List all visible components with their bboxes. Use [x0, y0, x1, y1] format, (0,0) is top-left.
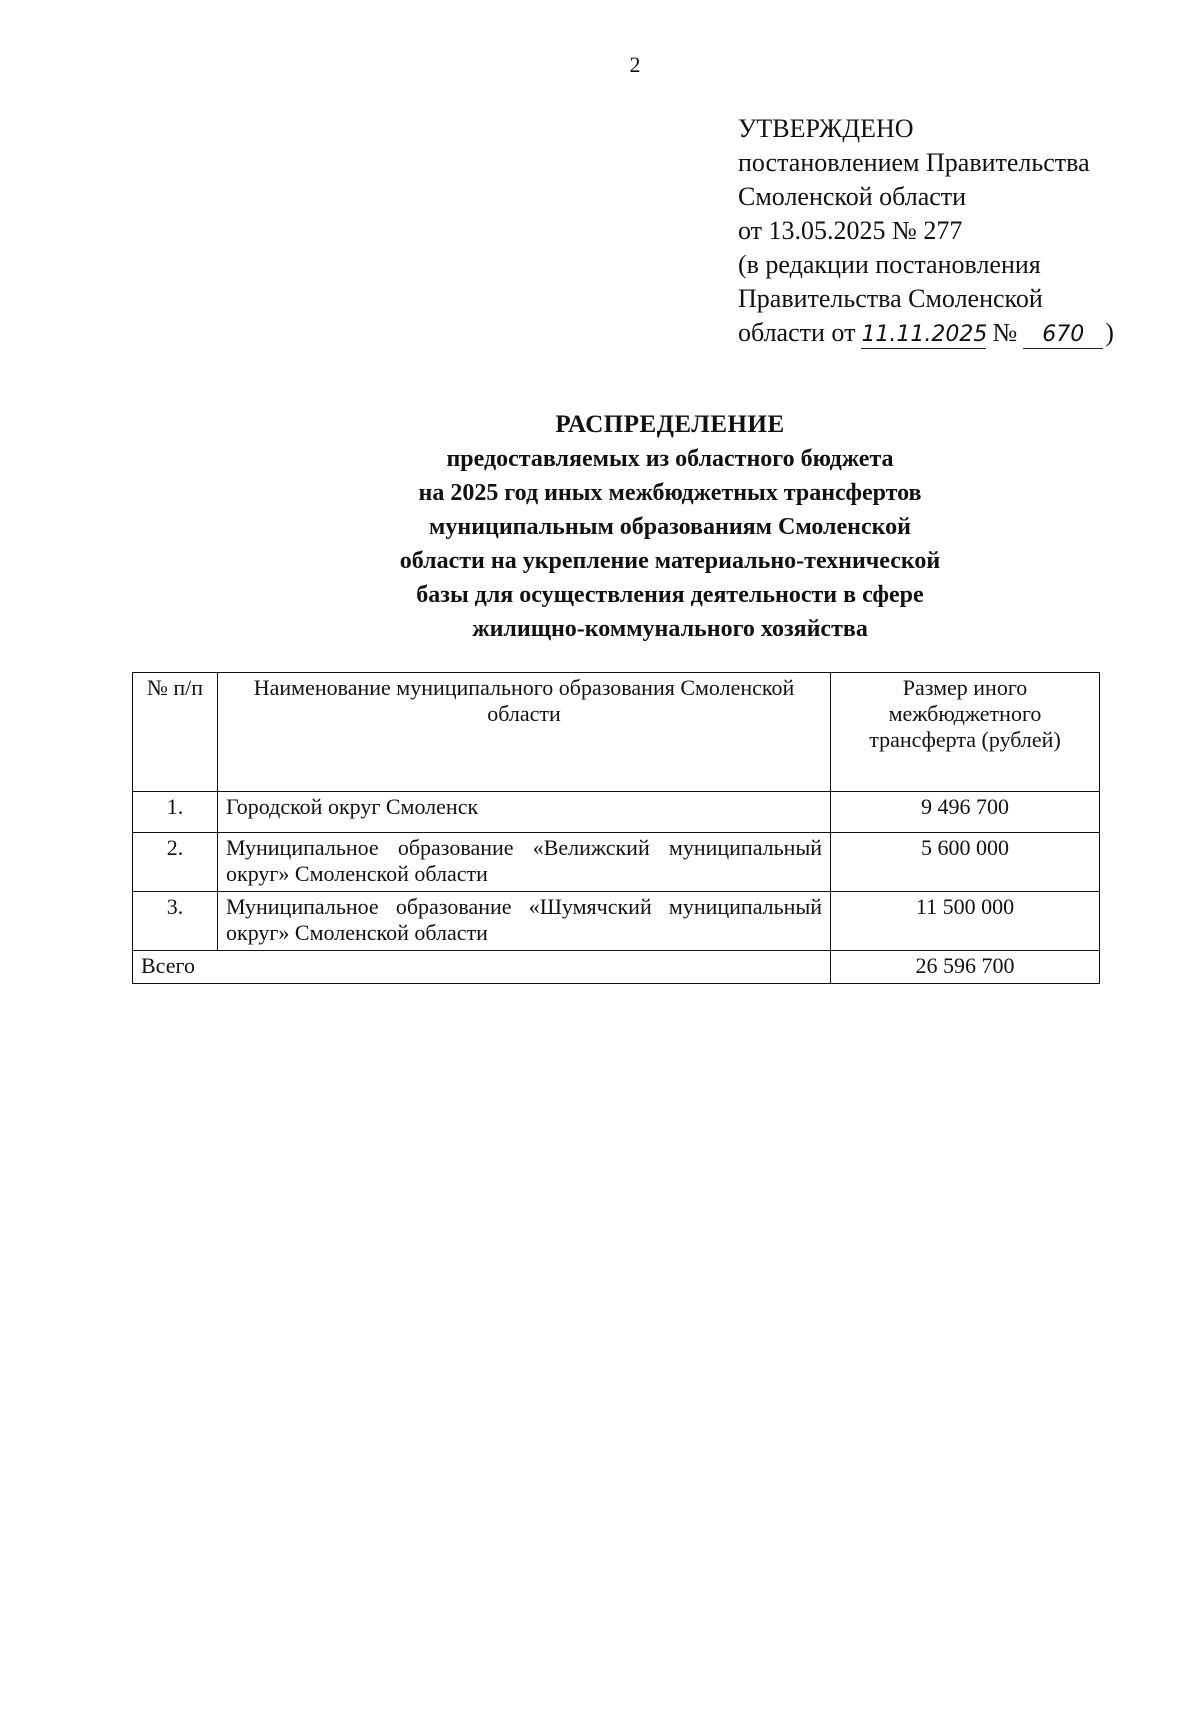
approval-stamp: [738, 112, 1114, 350]
approval-line: (в редакции постановления: [738, 250, 1041, 279]
approval-last-line-prefix: области от: [738, 318, 856, 347]
approval-line: постановлением Правительства: [738, 148, 1090, 177]
table-total-row: [133, 951, 1100, 984]
number-sign: №: [992, 318, 1018, 347]
total-label: Всего: [133, 951, 831, 984]
row-name: Муниципальное образование «Шумячский муниципальный округ» Смоленской области: [218, 892, 831, 951]
table-row: [133, 892, 1100, 951]
row-name: Муниципальное образование «Велижский муниципальный округ» Смоленской области: [218, 833, 831, 892]
document-title: [0, 408, 1200, 646]
header-number: № п/п: [133, 673, 218, 792]
handwritten-date: 11.11.2025: [861, 322, 988, 347]
approval-heading: УТВЕРЖДЕНО: [738, 114, 914, 143]
row-amount: 11 500 000: [831, 892, 1100, 951]
title-line: жилищно-коммунального хозяйства: [472, 616, 868, 642]
row-name: Городской округ Смоленск: [218, 792, 831, 833]
header-name: Наименование муниципального образования Смоленской области: [218, 673, 831, 792]
row-number: 2.: [133, 833, 218, 892]
row-amount: 5 600 000: [831, 833, 1100, 892]
title-line: предоставляемых из областного бюджета: [446, 446, 894, 472]
row-number: 1.: [133, 792, 218, 833]
handwritten-number: 670: [1023, 322, 1103, 349]
approval-decree-ref: от 13.05.2025 № 277: [738, 216, 963, 245]
total-amount: 26 596 700: [831, 951, 1100, 984]
title-line: на 2025 год иных межбюджетных трансфертов: [418, 480, 922, 506]
approval-line: Смоленской области: [738, 182, 967, 211]
title-line: муниципальным образованиям Смоленской: [429, 514, 911, 540]
allocation-table: [132, 672, 1100, 984]
approval-amendment-line: [738, 316, 1114, 350]
table-row: [133, 833, 1100, 892]
table-header-row: [133, 673, 1100, 792]
row-number: 3.: [133, 892, 218, 951]
page-number: 2: [629, 52, 641, 77]
header-amount: Размер иного межбюджетного трансферта (рублей): [831, 673, 1100, 792]
closing-paren: ): [1105, 318, 1114, 347]
approval-line: Правительства Смоленской: [738, 284, 1043, 313]
row-amount: 9 496 700: [831, 792, 1100, 833]
title-line: области на укрепление материально-технической: [399, 548, 941, 574]
title-line: базы для осуществления деятельности в сфере: [416, 582, 924, 608]
title-main: РАСПРЕДЕЛЕНИЕ: [555, 411, 785, 438]
table-row: [133, 792, 1100, 833]
